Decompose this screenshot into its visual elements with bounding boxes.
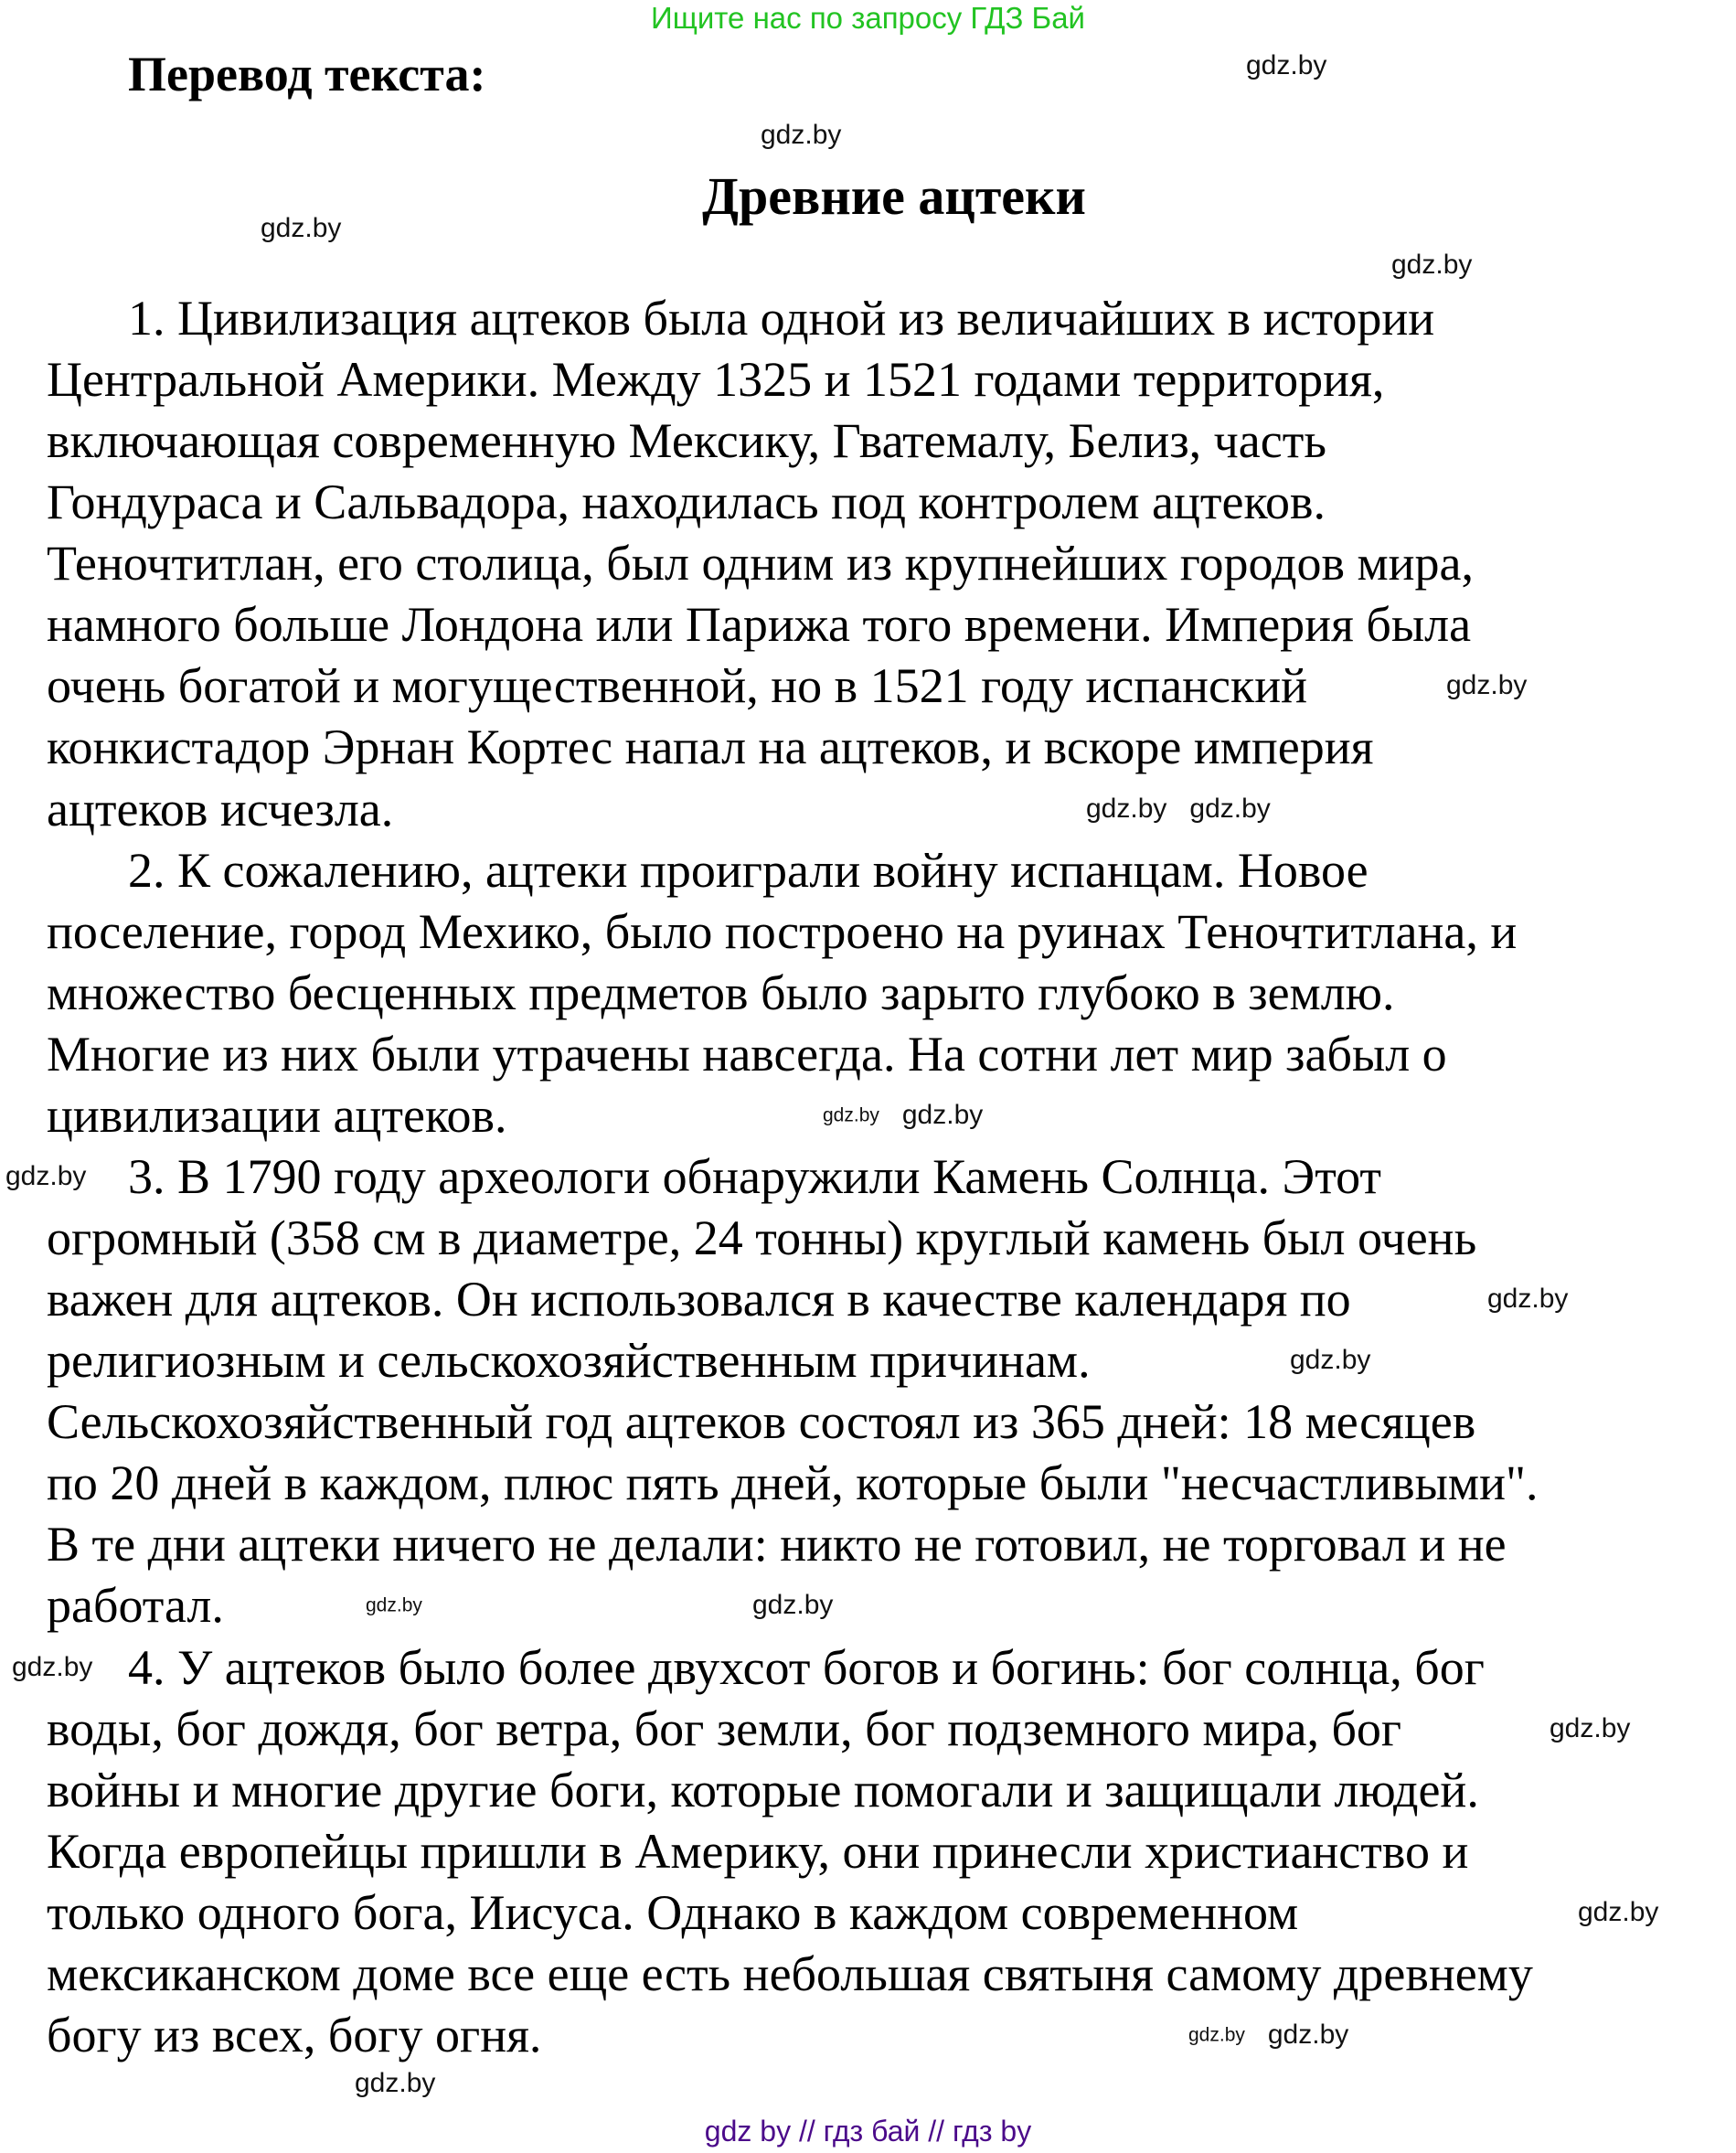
text-line: поселение, город Мехико, было построено на руинах Теночтитлана, и [47,903,1518,959]
text-line: религиозным и сельскохозяйственным причинам. [47,1333,1091,1389]
watermark: gdz.by [1246,50,1327,80]
text-line: намного больше Лондона или Парижа того времени. Империя была [47,597,1472,653]
text-line: Многие из них были утрачены навсегда. На сотни лет мир забыл о [47,1026,1447,1082]
text-line: 4. У ацтеков было более двухсот богов и богинь: бог солнца, бог [128,1639,1485,1695]
text-line: множество бесценных предметов было зарыто глубоко в землю. [47,965,1395,1020]
text-line: Гондураса и Сальвадора, находилась под контролем ацтеков. [47,474,1326,530]
text-line: 2. К сожалению, ацтеки проиграли войну испанцам. Новое [128,842,1369,898]
watermark: gdz.by [1550,1712,1631,1743]
text-line: только одного бога, Иисуса. Однако в каждом современном [47,1884,1299,1940]
watermark: gdz.by [1267,2019,1349,2050]
text-line: воды, бог дождя, бог ветра, бог земли, бог подземного мира, бог [47,1700,1402,1756]
watermark: gdz.by [1086,793,1167,824]
text-line: очень богатой и могущественной, но в 1521 году испанский [47,658,1308,714]
text-line: работал. [47,1578,224,1634]
text-line: Центральной Америки. Между 1325 и 1521 годами территория, [47,352,1385,408]
section-heading: Перевод текста: [128,47,486,101]
watermark: gdz.by [1189,793,1271,824]
watermark: gdz.by [823,1104,879,1126]
text-line: цивилизации ацтеков. [47,1087,507,1143]
text-title: Древние ацтеки [702,166,1086,226]
footer-links: gdz by // гдз бай // гдз by [704,2115,1032,2148]
watermark: gdz.by [1487,1284,1569,1315]
watermark: gdz.by [761,120,842,150]
text-line: важен для ацтеков. Он использовался в качестве календаря по [47,1272,1351,1327]
search-banner: Ищите нас по запросу ГДЗ Бай [651,1,1085,35]
text-line: огромный (358 см в диаметре, 24 тонны) круглый камень был очень [47,1210,1477,1266]
watermark: gdz.by [355,2068,436,2098]
watermark: gdz.by [1391,250,1473,280]
watermark: gdz.by [1290,1345,1371,1376]
watermark: gdz.by [5,1160,87,1191]
watermark: gdz.by [366,1594,422,1616]
text-line: по 20 дней в каждом, плюс пять дней, которые были "несчастливыми". [47,1455,1539,1511]
text-line: мексиканском доме все еще есть небольшая святыня самому древнему [47,1945,1533,2001]
text-line: Теночтитлан, его столица, был одним из крупнейших городов мира, [47,536,1474,592]
watermark: gdz.by [1578,1896,1659,1927]
text-line: конкистадор Эрнан Кортес напал на ацтеков, и вскоре империя [47,719,1374,775]
watermark: gdz.by [12,1651,93,1682]
watermark: gdz.by [901,1099,984,1130]
text-line: ацтеков исчезла. [47,781,394,837]
watermark: gdz.by [752,1590,834,1621]
text-line: включающая современную Мексику, Гватемалу, Белиз, часть [47,413,1326,469]
text-line: В те дни ацтеки ничего не делали: никто не готовил, не торговал и не [47,1517,1507,1572]
watermark: gdz.by [1188,2024,1245,2046]
text-line: войны и многие другие боги, которые помогали и защищали людей. [47,1762,1479,1817]
text-line: богу из всех, богу огня. [47,2007,542,2062]
text-line: Сельскохозяйственный год ацтеков состоял из 365 дней: 18 месяцев [47,1394,1476,1450]
text-line: 1. Цивилизация ацтеков была одной из величайших в истории [128,291,1435,346]
text-line: Когда европейцы пришли в Америку, они принесли христианство и [47,1823,1469,1879]
watermark: gdz.by [261,213,342,243]
text-line: 3. В 1790 году археологи обнаружили Камень Солнца. Этот [128,1148,1381,1204]
watermark: gdz.by [1446,670,1528,701]
